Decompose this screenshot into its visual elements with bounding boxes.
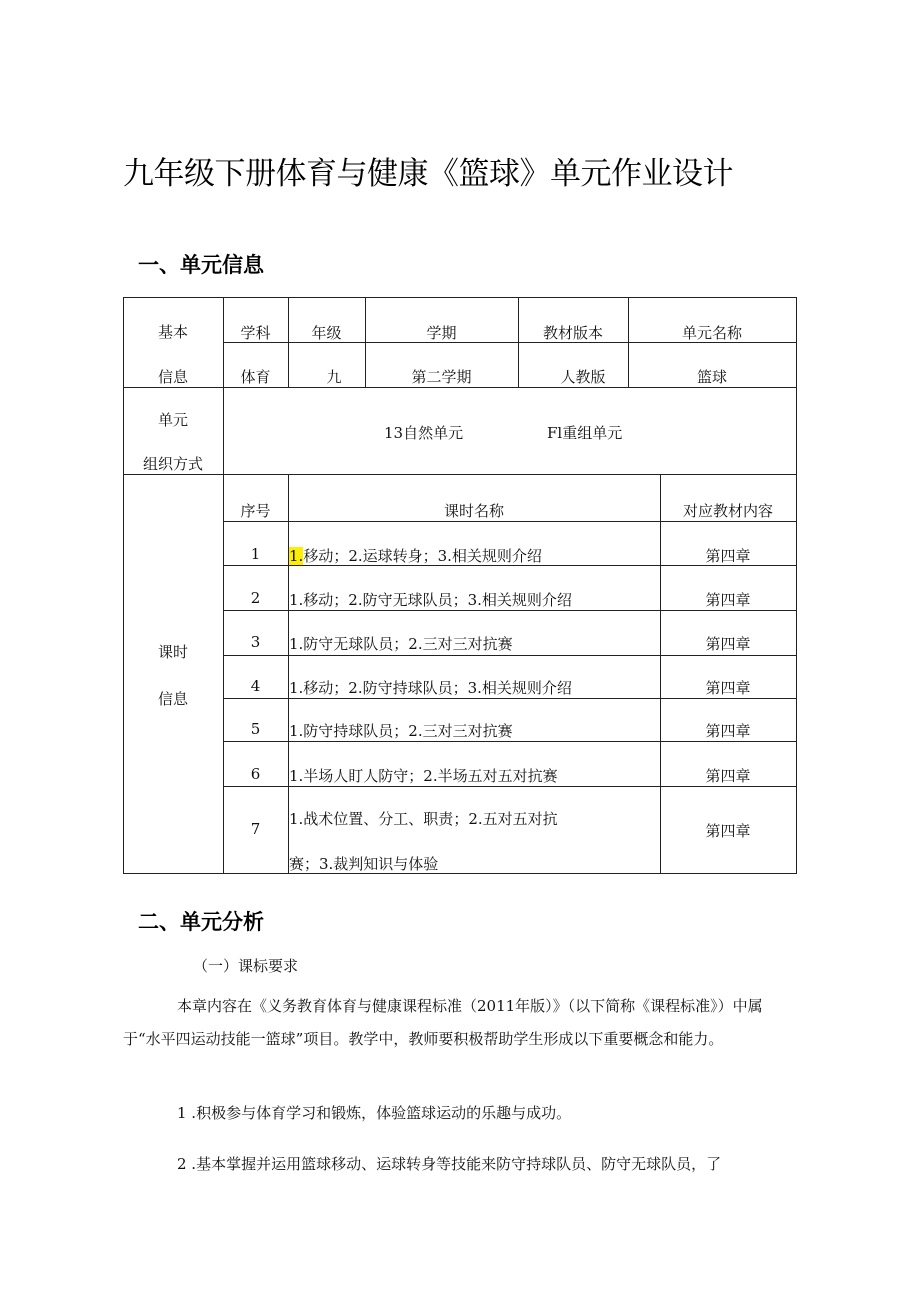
lesson-header-content: 对应教材内容 xyxy=(682,502,773,520)
org-option-natural-unit: 13自然单元 xyxy=(384,424,464,442)
value-unit-name: 篮球 xyxy=(696,368,727,386)
lesson-header-number: 序号 xyxy=(240,502,271,520)
value-textbook-version: 人教版 xyxy=(560,368,606,386)
lesson-label-1: 课时 xyxy=(157,643,188,661)
lesson-number: 4 xyxy=(250,677,261,695)
value-term: 第二学期 xyxy=(411,368,472,386)
lesson-number: 1 xyxy=(250,545,261,563)
lesson-content: 第四章 xyxy=(705,635,751,653)
document-title: 九年级下册体育与健康《篮球》单元作业设计 xyxy=(123,156,733,192)
lesson-name xyxy=(289,545,542,566)
lesson-number: 2 xyxy=(250,589,261,607)
basic-info-label-1: 基本 xyxy=(157,323,188,341)
lesson-name: 1.移动；2.防守无球队员；3.相关规则介绍 xyxy=(289,591,572,609)
lesson-header-name: 课时名称 xyxy=(443,502,504,520)
lesson-name: 1.战术位置、分工、职责；2.五对五对抗 xyxy=(289,810,558,828)
lesson-name: 1.半场人盯人防守；2.半场五对五对抗赛 xyxy=(289,767,558,785)
header-unit-name: 单元名称 xyxy=(681,324,742,342)
lesson-name: 1.防守无球队员；2.三对三对抗赛 xyxy=(289,635,513,653)
lesson-content: 第四章 xyxy=(705,722,751,740)
lesson-content: 第四章 xyxy=(705,822,751,840)
lesson-number: 7 xyxy=(250,820,261,838)
value-grade: 九 xyxy=(326,368,342,386)
lesson-number: 5 xyxy=(250,720,261,738)
lesson-content: 第四章 xyxy=(705,679,751,697)
lesson-name-continued: 赛；3.裁判知识与体验 xyxy=(289,855,439,873)
lesson-label-2: 信息 xyxy=(157,690,188,708)
section-heading-unit-info: 一、单元信息 xyxy=(138,253,264,277)
lesson-content: 第四章 xyxy=(705,591,751,609)
lesson-number: 3 xyxy=(250,633,261,651)
header-term: 学期 xyxy=(426,324,457,342)
section-heading-unit-analysis: 二、单元分析 xyxy=(138,910,264,934)
value-subject: 体育 xyxy=(240,368,271,386)
org-option-reorganized-unit: Fl重组单元 xyxy=(547,424,623,442)
highlighted-text: 1. xyxy=(289,547,304,565)
lesson-name-text: 移动；2.运球转身；3.相关规则介绍 xyxy=(303,547,542,565)
lesson-number: 6 xyxy=(250,765,261,783)
basic-info-label-2: 信息 xyxy=(157,368,188,386)
list-item-2: 2 .基本掌握并运用篮球移动、运球转身等技能来防守持球队员、防守无球队员，了 xyxy=(177,1155,722,1173)
lesson-name: 1.防守持球队员；2.三对三对抗赛 xyxy=(289,722,513,740)
subsection-curriculum-requirements: （一）课标要求 xyxy=(193,957,299,975)
lesson-content: 第四章 xyxy=(705,547,751,565)
header-textbook-version: 教材版本 xyxy=(542,324,603,342)
intro-paragraph: 本章内容在《义务教育体育与健康课程标准（2011年版）》（以下简称《课程标准》）中属于“水平四运动技能一篮球”项目。教学中，教师要积极帮助学生形成以下重要概念和能力。 xyxy=(123,997,763,1048)
org-label-2: 组织方式 xyxy=(142,455,203,473)
header-grade: 年级 xyxy=(311,324,342,342)
lesson-name: 1.移动；2.防守持球队员；3.相关规则介绍 xyxy=(289,679,572,697)
header-subject: 学科 xyxy=(240,324,271,342)
list-item-1: 1 .积极参与体育学习和锻炼，体验篮球运动的乐趣与成功。 xyxy=(177,1104,572,1122)
org-label-1: 单元 xyxy=(157,411,188,429)
lesson-content: 第四章 xyxy=(705,767,751,785)
